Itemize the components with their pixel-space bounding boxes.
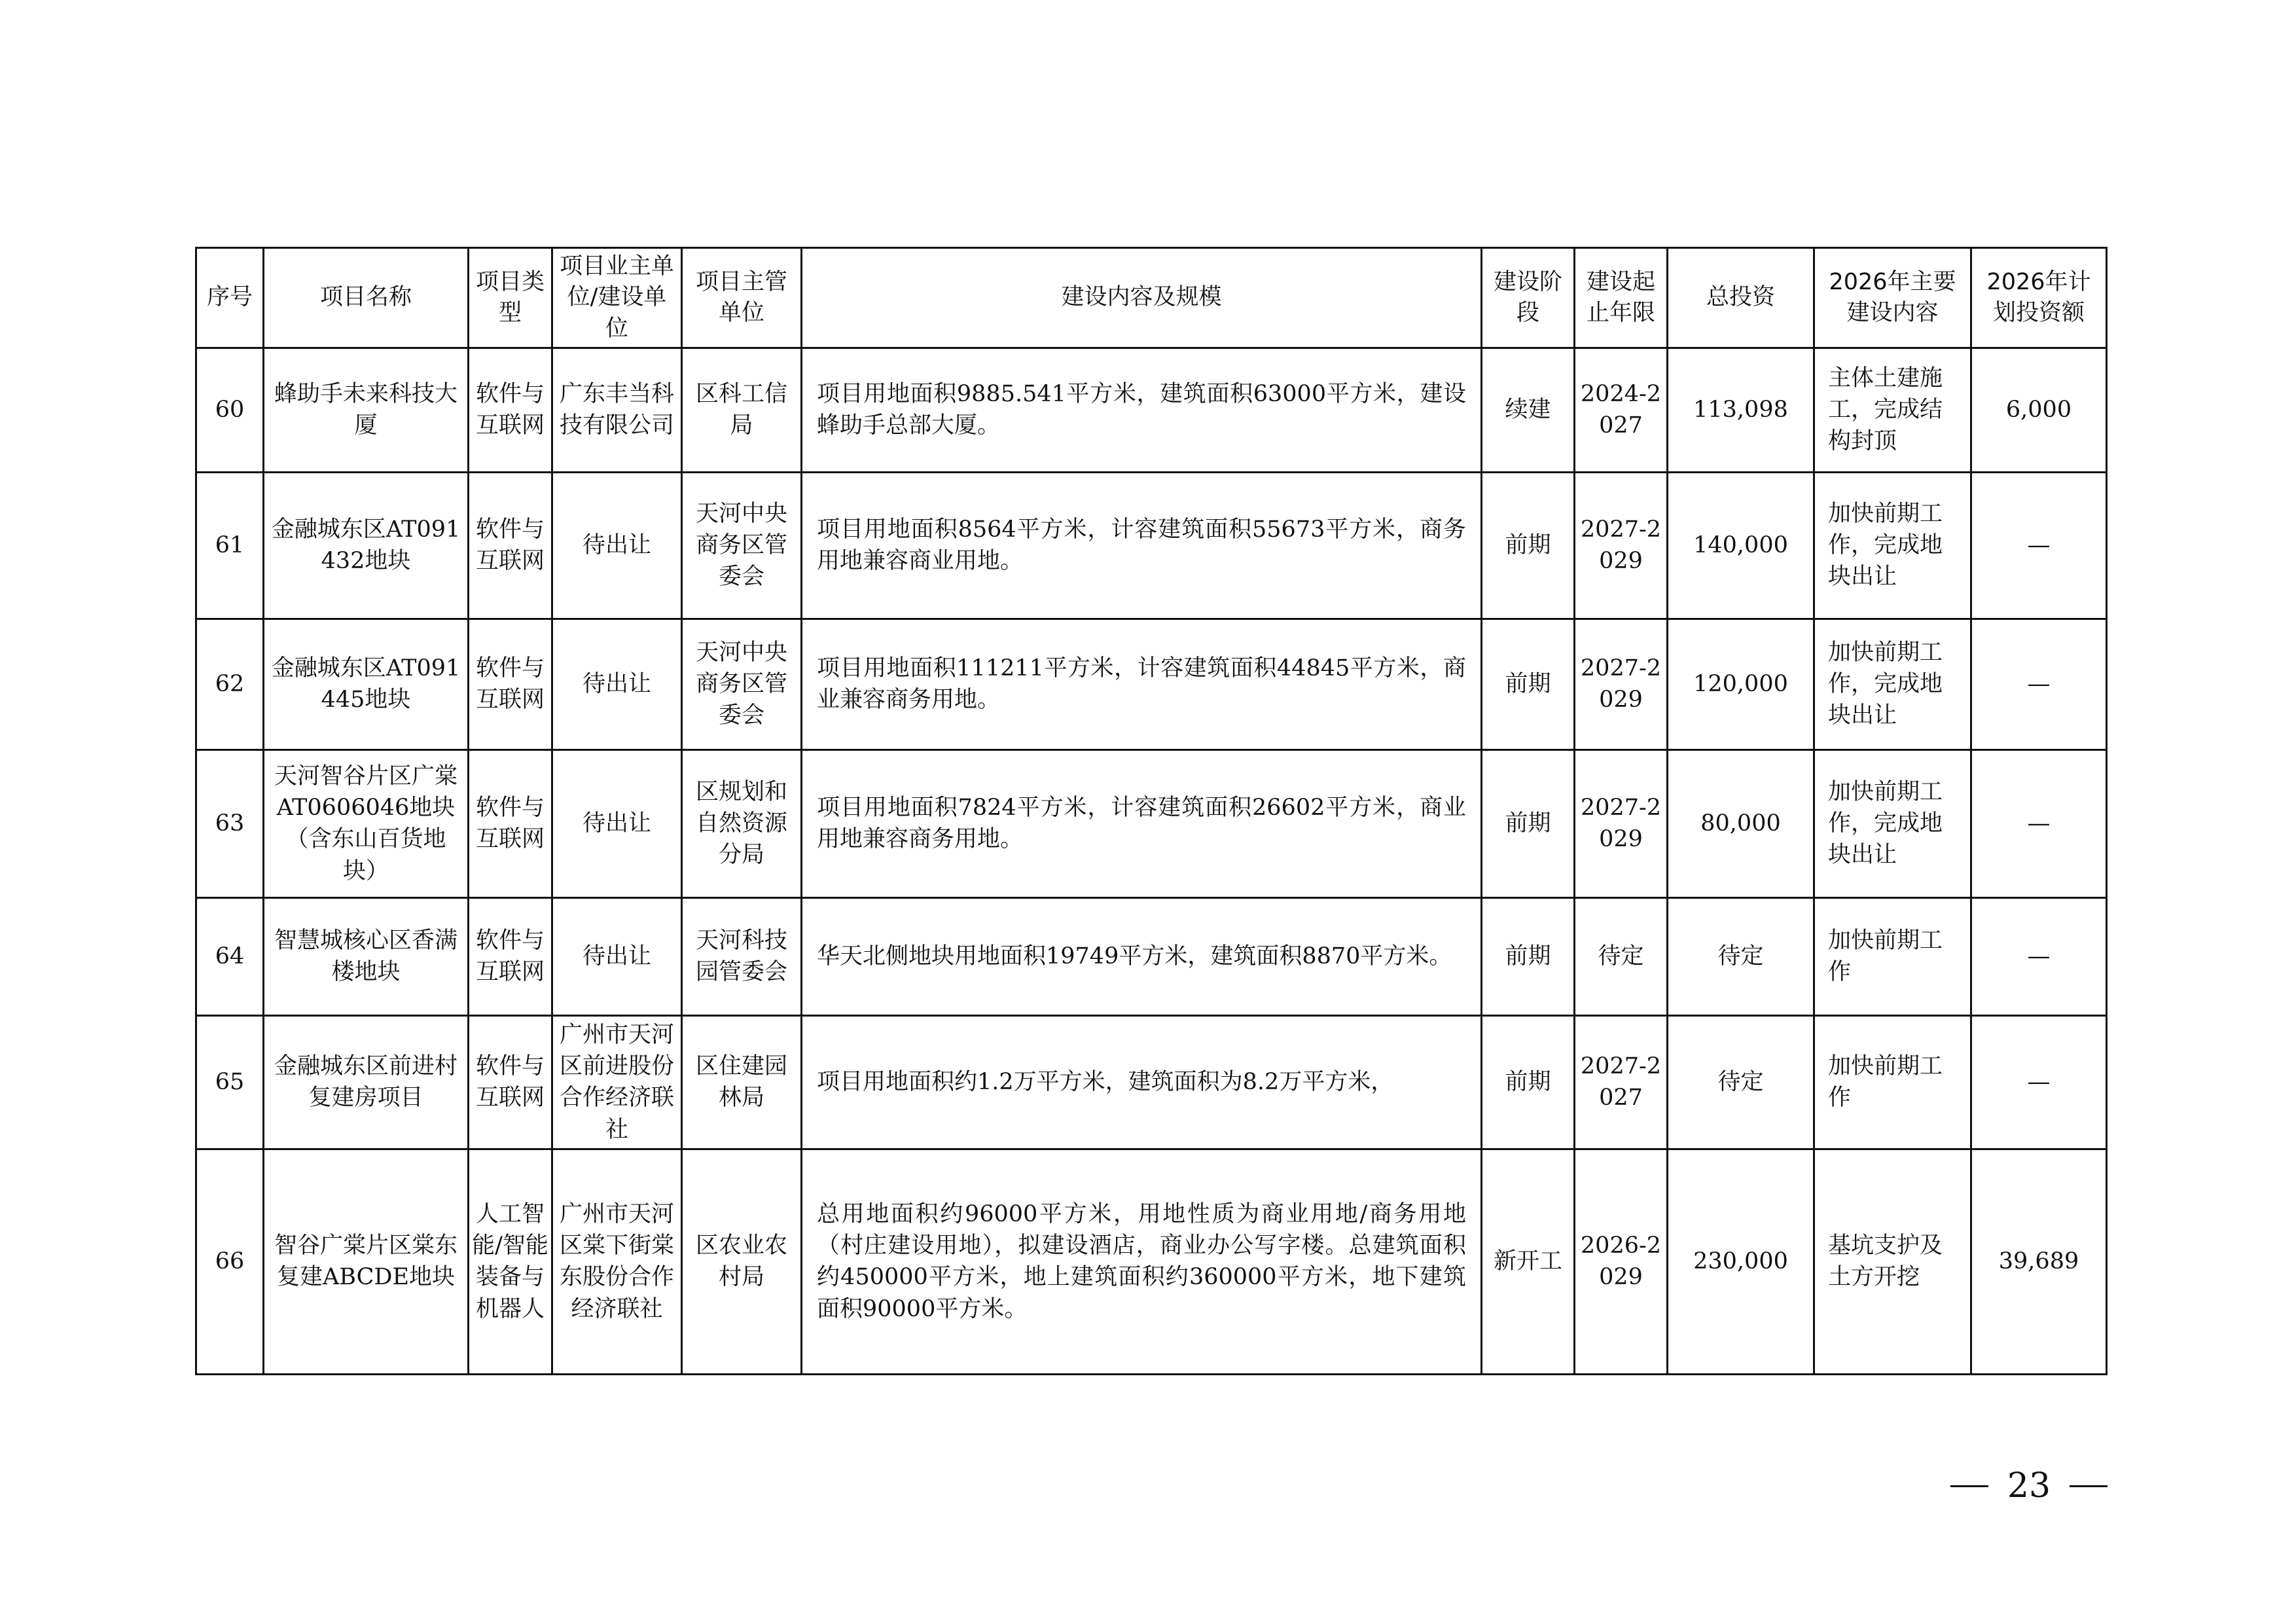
project-table bbox=[195, 247, 2108, 1375]
cell-project-type: 软件与互联网 bbox=[469, 897, 552, 1015]
header-period: 建设起止年限 bbox=[1575, 248, 1668, 348]
cell-project-type: 软件与互联网 bbox=[469, 619, 552, 749]
cell-no: 60 bbox=[196, 348, 264, 472]
cell-stage: 前期 bbox=[1482, 619, 1575, 749]
header-owner: 项目业主单位/建设单位 bbox=[552, 248, 682, 348]
cell-no: 63 bbox=[196, 749, 264, 897]
header-total-investment: 总投资 bbox=[1668, 248, 1814, 348]
cell-total-investment: 80,000 bbox=[1668, 749, 1814, 897]
cell-authority: 天河中央商务区管委会 bbox=[682, 619, 802, 749]
cell-stage: 续建 bbox=[1482, 348, 1575, 472]
cell-2026-plan: 加快前期工作 bbox=[1814, 1015, 1971, 1149]
header-content: 建设内容及规模 bbox=[802, 248, 1482, 348]
cell-total-investment: 140,000 bbox=[1668, 472, 1814, 619]
cell-no: 62 bbox=[196, 619, 264, 749]
cell-owner: 待出让 bbox=[552, 749, 682, 897]
cell-authority: 天河中央商务区管委会 bbox=[682, 472, 802, 619]
cell-project-name: 智谷广棠片区棠东复建ABCDE地块 bbox=[264, 1149, 469, 1374]
table-row bbox=[196, 897, 2107, 1015]
cell-project-type: 软件与互联网 bbox=[469, 749, 552, 897]
cell-2026-amount: — bbox=[1971, 1015, 2107, 1149]
cell-authority: 区规划和自然资源分局 bbox=[682, 749, 802, 897]
cell-no: 66 bbox=[196, 1149, 264, 1374]
cell-2026-amount: 6,000 bbox=[1971, 348, 2107, 472]
cell-period: 待定 bbox=[1575, 897, 1668, 1015]
table-row bbox=[196, 1149, 2107, 1374]
cell-stage: 前期 bbox=[1482, 897, 1575, 1015]
cell-content: 项目用地面积8564平方米，计容建筑面积55673平方米，商务用地兼容商业用地。 bbox=[802, 472, 1482, 619]
cell-2026-amount: — bbox=[1971, 749, 2107, 897]
header-authority: 项目主管单位 bbox=[682, 248, 802, 348]
cell-project-name: 金融城东区AT091445地块 bbox=[264, 619, 469, 749]
header-stage: 建设阶段 bbox=[1482, 248, 1575, 348]
table-row bbox=[196, 1015, 2107, 1149]
cell-total-investment: 113,098 bbox=[1668, 348, 1814, 472]
cell-authority: 天河科技园管委会 bbox=[682, 897, 802, 1015]
cell-project-name: 蜂助手未来科技大厦 bbox=[264, 348, 469, 472]
cell-owner: 待出让 bbox=[552, 897, 682, 1015]
cell-no: 61 bbox=[196, 472, 264, 619]
page-number: 23 bbox=[2007, 1466, 2051, 1506]
cell-2026-plan: 加快前期工作 bbox=[1814, 897, 1971, 1015]
cell-period: 2026-2029 bbox=[1575, 1149, 1668, 1374]
header-2026-amount: 2026年计划投资额 bbox=[1971, 248, 2107, 348]
cell-no: 64 bbox=[196, 897, 264, 1015]
cell-total-investment: 待定 bbox=[1668, 897, 1814, 1015]
cell-total-investment: 120,000 bbox=[1668, 619, 1814, 749]
cell-project-type: 软件与互联网 bbox=[469, 348, 552, 472]
cell-2026-plan: 加快前期工作，完成地块出让 bbox=[1814, 749, 1971, 897]
cell-period: 2027-2029 bbox=[1575, 749, 1668, 897]
table-row bbox=[196, 472, 2107, 619]
cell-content: 华天北侧地块用地面积19749平方米，建筑面积8870平方米。 bbox=[802, 897, 1482, 1015]
cell-content: 项目用地面积约1.2万平方米，建筑面积为8.2万平方米， bbox=[802, 1015, 1482, 1149]
cell-owner: 广州市天河区棠下街棠东股份合作经济联社 bbox=[552, 1149, 682, 1374]
cell-project-name: 金融城东区AT091432地块 bbox=[264, 472, 469, 619]
cell-project-type: 软件与互联网 bbox=[469, 1015, 552, 1149]
cell-total-investment: 230,000 bbox=[1668, 1149, 1814, 1374]
page-number-right-dash bbox=[2070, 1485, 2108, 1487]
cell-project-type: 人工智能/智能装备与机器人 bbox=[469, 1149, 552, 1374]
cell-authority: 区住建园林局 bbox=[682, 1015, 802, 1149]
table-row bbox=[196, 749, 2107, 897]
cell-total-investment: 待定 bbox=[1668, 1015, 1814, 1149]
cell-stage: 前期 bbox=[1482, 1015, 1575, 1149]
cell-period: 2027-2027 bbox=[1575, 1015, 1668, 1149]
table-row bbox=[196, 619, 2107, 749]
cell-project-type: 软件与互联网 bbox=[469, 472, 552, 619]
table-header-row bbox=[196, 248, 2107, 348]
cell-stage: 新开工 bbox=[1482, 1149, 1575, 1374]
cell-project-name: 天河智谷片区广棠AT0606046地块（含东山百货地块） bbox=[264, 749, 469, 897]
cell-period: 2027-2029 bbox=[1575, 619, 1668, 749]
cell-period: 2024-2027 bbox=[1575, 348, 1668, 472]
cell-owner: 广东丰当科技有限公司 bbox=[552, 348, 682, 472]
cell-2026-plan: 加快前期工作，完成地块出让 bbox=[1814, 619, 1971, 749]
header-project-name: 项目名称 bbox=[264, 248, 469, 348]
cell-2026-amount: — bbox=[1971, 619, 2107, 749]
cell-content: 总用地面积约96000平方米，用地性质为商业用地/商务用地（村庄建设用地），拟建设酒店，商业办公写字楼。总建筑面积约450000平方米，地上建筑面积约360000平方米，地下建筑面积90000平方米。 bbox=[802, 1149, 1482, 1374]
page-number-left-dash bbox=[1950, 1485, 1988, 1487]
header-no: 序号 bbox=[196, 248, 264, 348]
cell-period: 2027-2029 bbox=[1575, 472, 1668, 619]
cell-stage: 前期 bbox=[1482, 749, 1575, 897]
header-project-type: 项目类型 bbox=[469, 248, 552, 348]
cell-owner: 待出让 bbox=[552, 619, 682, 749]
page-number-footer bbox=[1950, 1466, 2108, 1506]
cell-no: 65 bbox=[196, 1015, 264, 1149]
cell-authority: 区科工信局 bbox=[682, 348, 802, 472]
cell-stage: 前期 bbox=[1482, 472, 1575, 619]
cell-2026-amount: — bbox=[1971, 897, 2107, 1015]
cell-content: 项目用地面积9885.541平方米，建筑面积63000平方米，建设蜂助手总部大厦。 bbox=[802, 348, 1482, 472]
cell-2026-amount: — bbox=[1971, 472, 2107, 619]
table-row bbox=[196, 348, 2107, 472]
cell-content: 项目用地面积111211平方米，计容建筑面积44845平方米，商业兼容商务用地。 bbox=[802, 619, 1482, 749]
cell-project-name: 金融城东区前进村复建房项目 bbox=[264, 1015, 469, 1149]
cell-2026-plan: 加快前期工作，完成地块出让 bbox=[1814, 472, 1971, 619]
cell-owner: 广州市天河区前进股份合作经济联社 bbox=[552, 1015, 682, 1149]
cell-owner: 待出让 bbox=[552, 472, 682, 619]
cell-authority: 区农业农村局 bbox=[682, 1149, 802, 1374]
cell-content: 项目用地面积7824平方米，计容建筑面积26602平方米，商业用地兼容商务用地。 bbox=[802, 749, 1482, 897]
cell-2026-amount: 39,689 bbox=[1971, 1149, 2107, 1374]
cell-2026-plan: 基坑支护及土方开挖 bbox=[1814, 1149, 1971, 1374]
header-2026-plan: 2026年主要建设内容 bbox=[1814, 248, 1971, 348]
cell-2026-plan: 主体土建施工，完成结构封顶 bbox=[1814, 348, 1971, 472]
cell-project-name: 智慧城核心区香满楼地块 bbox=[264, 897, 469, 1015]
